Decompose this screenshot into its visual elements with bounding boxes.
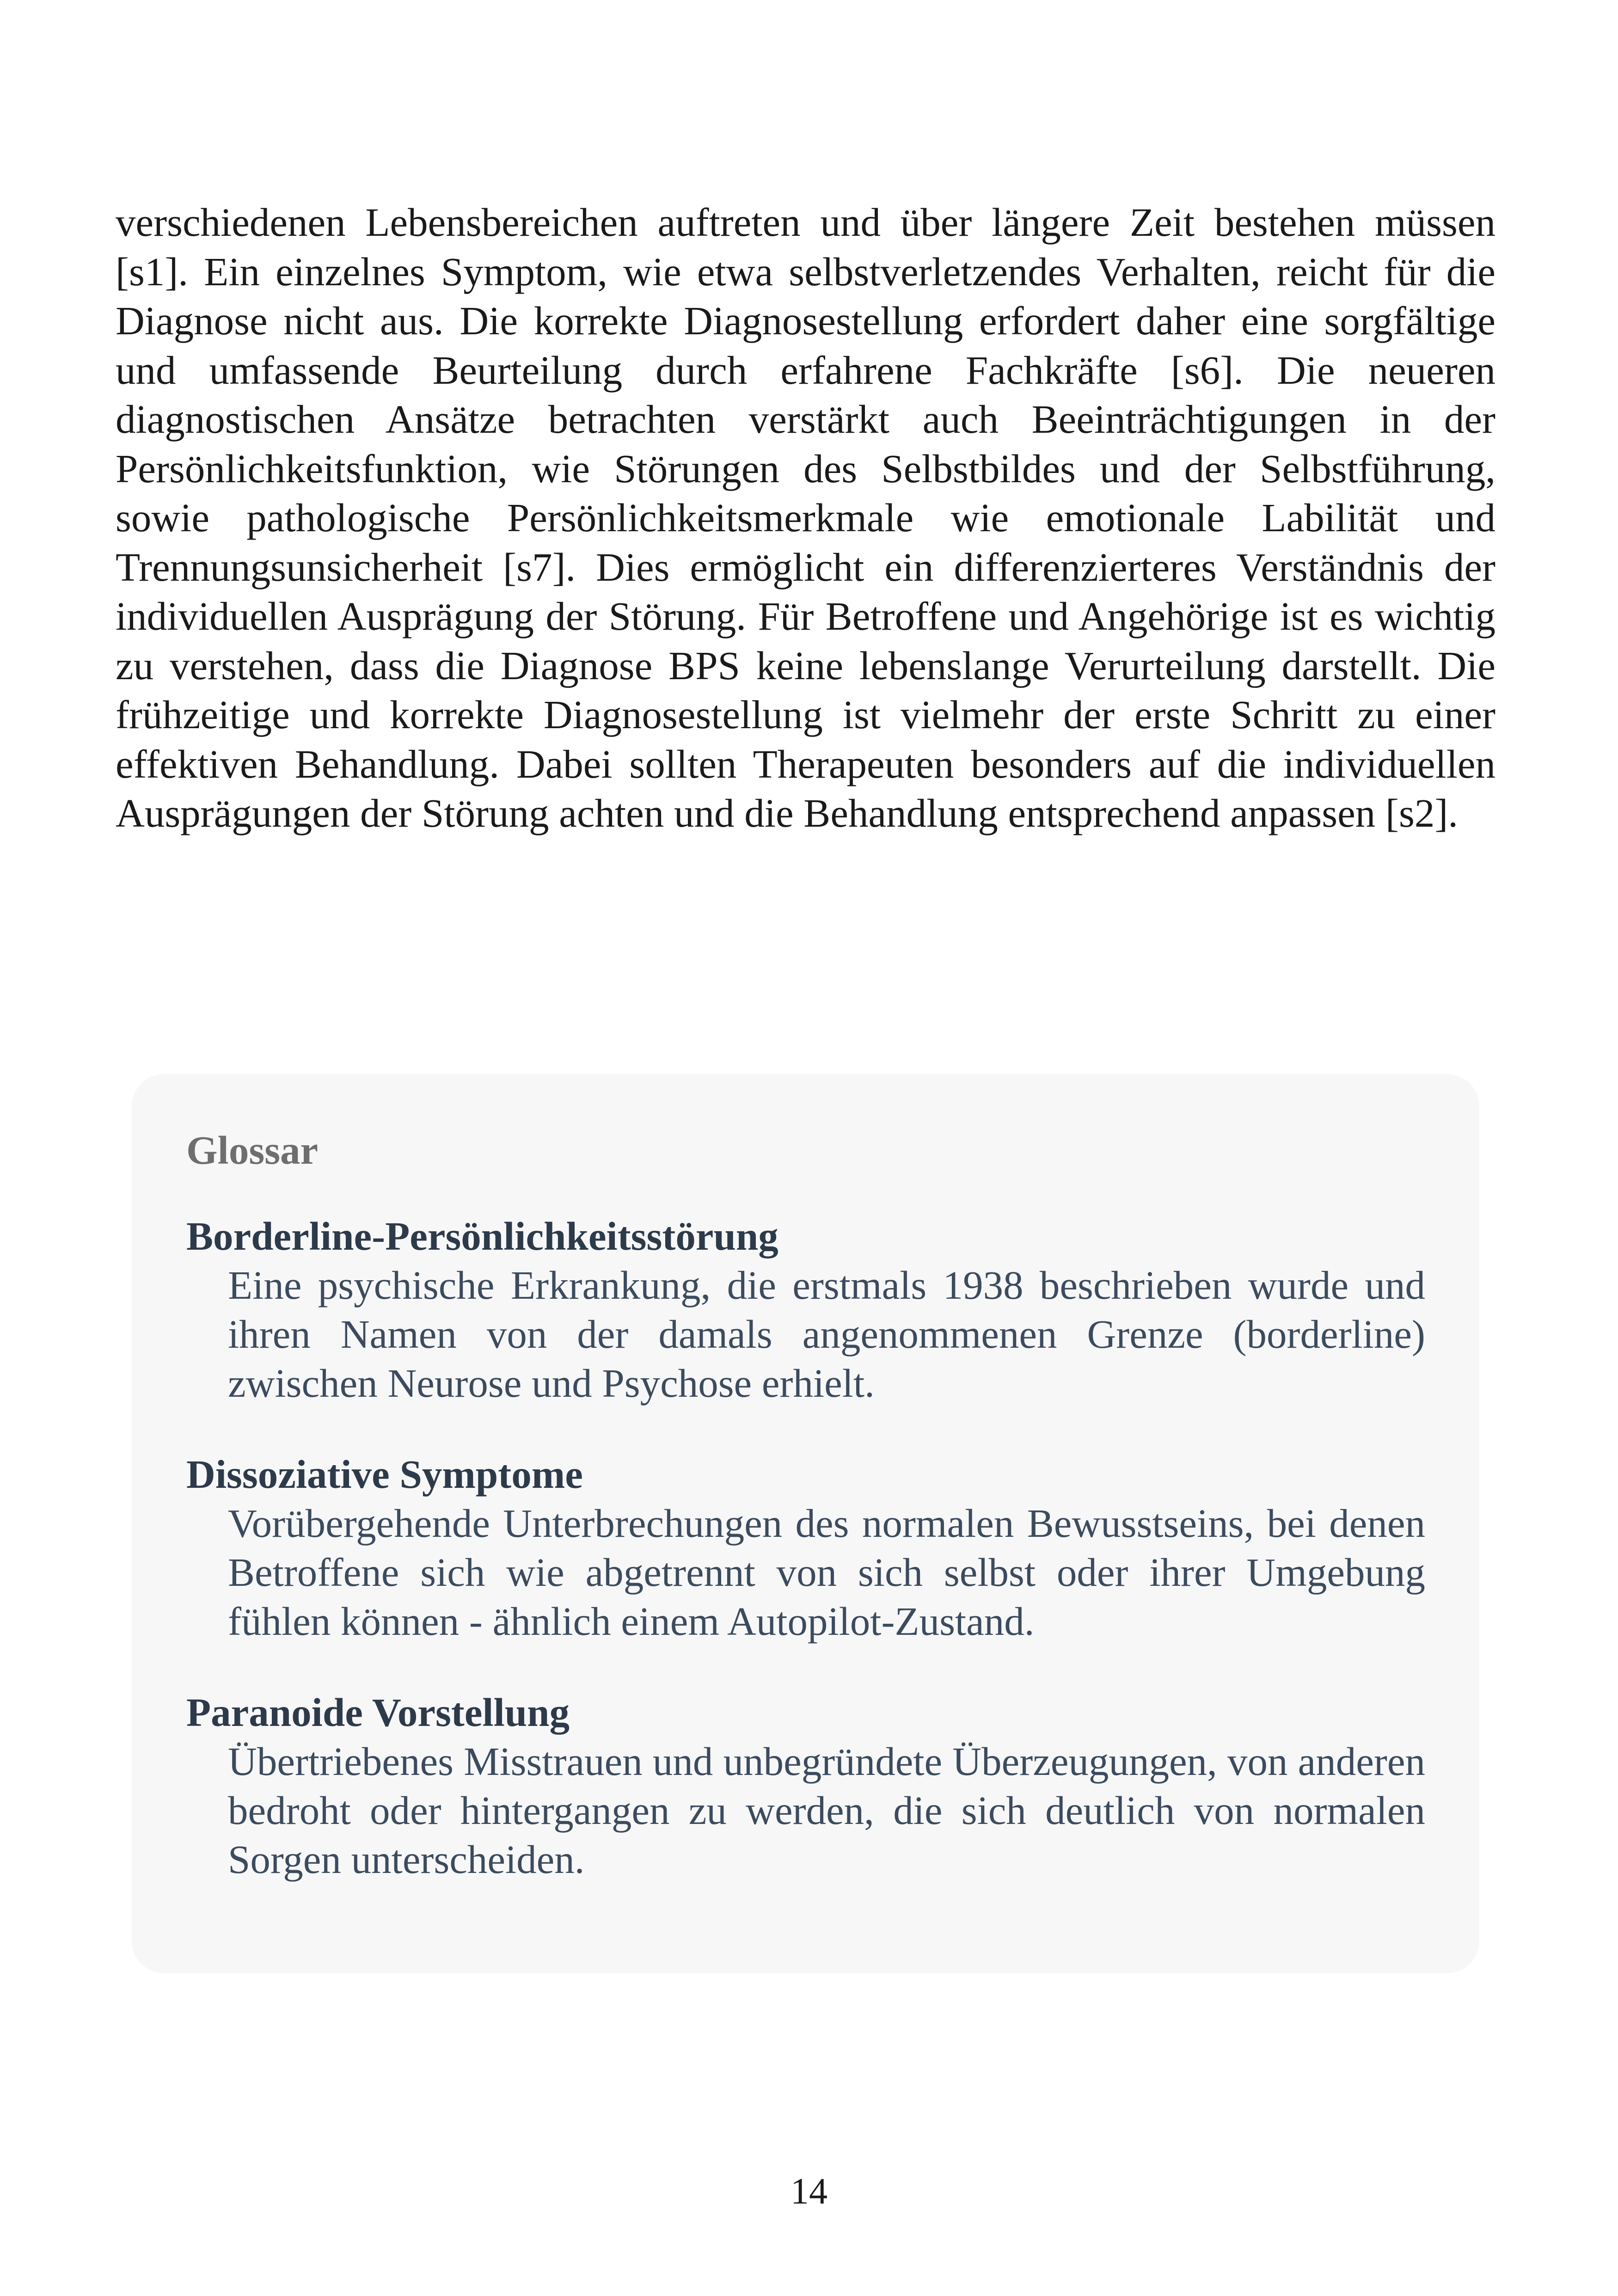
body-paragraph: verschiedenen Lebensbereichen auftreten und über längere Zeit bestehen müssen [s1]. Ein einzelnes Symptom, wie etwa selbstverletzendes Verhalten, reicht für die Diagnose nicht aus. Die korrekte Diagnosestellung erfordert daher eine sorgfältige und umfassende Beurteilung durch erfahrene Fachkräfte [s6]. Die neueren diagnostischen Ansätze betrachten verstärkt auch Beeinträchtigungen in der Persönlichkeitsfunktion, wie Störungen des Selbstbildes und der Selbstführung, sowie pathologische Persönlichkeitsmerkmale wie emotionale Labilität und Trennungsunsicherheit [s7]. Dies ermöglicht ein differenzierteres Verständnis der individuellen Ausprägung der Störung. Für Betroffene und Angehörige ist es wichtig zu verstehen, dass die Diagnose BPS keine lebenslange Verurteilung darstellt. Die frühzeitige und korrekte Diagnosestellung ist vielmehr der erste Schritt zu einer effektiven Behandlung. Dabei sollten Therapeuten besonders auf die individuellen Ausprägungen der Störung achten und die Behandlung entsprechend anpassen [s2]. <box>116 200 1495 835</box>
glossary-term: Dissoziative Symptome <box>186 1452 583 1497</box>
glossary-definition: Vorübergehende Unterbrechungen des normalen Bewusstseins, bei denen Betroffene sich wie abgetrennt von sich selbst oder ihrer Umgebung fühlen können - ähnlich einem Autopilot-Zustand. <box>228 1501 1425 1644</box>
glossary-entry-borderline <box>186 1212 1425 1408</box>
glossary-term: Paranoide Vorstellung <box>186 1690 570 1735</box>
glossary-entry-paranoide-vorstellung <box>186 1688 1425 1884</box>
glossary-entry-dissoziative-symptome <box>186 1450 1425 1646</box>
glossary-definition: Eine psychische Erkrankung, die erstmals 1938 beschrieben wurde und ihren Namen von der damals angenommenen Grenze (borderline) zwischen Neurose und Psychose erhielt. <box>228 1263 1425 1406</box>
glossary-title: Glossar <box>186 1128 319 1173</box>
glossary-box <box>132 1074 1479 1973</box>
page-number: 14 <box>791 2171 827 2212</box>
glossary-definition: Übertriebenes Misstrauen und unbegründete Überzeugungen, von anderen bedroht oder hintergangen zu werden, die sich deutlich von normalen Sorgen unterscheiden. <box>228 1739 1425 1882</box>
glossary-term: Borderline-Persönlichkeitsstörung <box>186 1214 778 1259</box>
